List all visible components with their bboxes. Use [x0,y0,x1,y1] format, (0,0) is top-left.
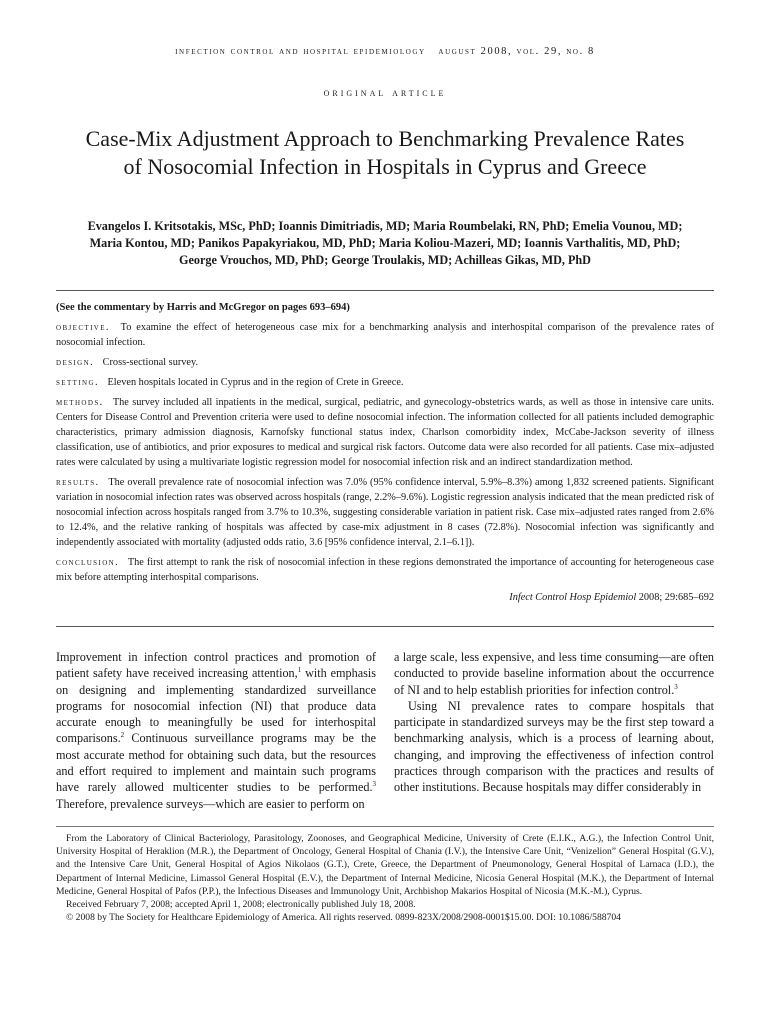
abstract-methods [56,395,714,470]
section-text: The overall prevalence rate of nosocomial infection was 7.0% (95% confidence interval, 5.9%–8.3%) among 1,832 screened patients. Significant variation in nosocomial infection rates was observed across hospitals (range, 2.2%–9.6%). Logistic regression analysis indicated that the mean predicted risk of nosocomial infection across hospitals ranged from 3.7% to 10.3%, suggesting considerable variation in patient risk. Case mix–adjusted rates ranged from 2.6% to 12.4%, and the relative ranking of hospitals was affected by case-mix adjustment in 8 cases (72.8%). Nosocomial infection was significantly and independently associated with mortality (adjusted odds ratio, 3.6 [95% confidence interval, 2.1–6.1]). [56,477,714,548]
reference-mark: 3 [372,780,376,789]
text-run: Improvement in infection control practices and promotion of patient safety have received increasing attention, [56,650,376,681]
divider [56,290,714,291]
section-label: results. [56,477,100,488]
text-run: with emphasis on designing and implementing standardized surveillance programs for nosocomial infection (NI) that produce data accurate enough to meaningfully be used for interhospital comparisons. [56,666,376,746]
citation-volume: 2008; 29:685–692 [636,592,714,603]
running-head [56,46,714,57]
section-text: The survey included all inpatients in the medical, surgical, pediatric, and gynecology-obstetrics wards, as well as those in intensive care units. Centers for Disease Control and Prevention criteria were used to define nosocomial infection. The information collected for all patients included demographic characteristics, primary admission diagnosis, Karnofsky functional status index, Charlson comorbidity index, McCabe-Jackson severity of illness classification, use of antibiotics, and prior exposures to medical and surgical risk factors. Outcome data were also recorded for all patients. Case mix–adjusted rates were calculated by using a multivariate logistic regression model for nosocomial infection risk and an indirect standardization method. [56,397,714,468]
issue-info: august 2008, vol. 29, no. 8 [438,46,595,57]
abstract-results [56,475,714,550]
commentary-note: (See the commentary by Harris and McGregor on pages 693–694) [56,302,350,313]
article-type: original article [323,87,447,99]
author-line: Evangelos I. Kritsotakis, MSc, PhD; Ioannis Dimitriadis, MD; Maria Roumbelaki, RN, PhD; Emelia Vounou, MD; [87,219,683,233]
section-text: Eleven hospitals located in Cyprus and in the region of Crete in Greece. [107,377,404,388]
text-run: a large scale, less expensive, and less time consuming—are often conducted to provide baseline information about the occurrence of NI and to help establish priorities for infection control. [394,650,714,697]
body-text [56,649,714,812]
section-label: objective. [56,322,110,333]
section-text: Cross-sectional survey. [102,357,199,368]
journal-name: infection control and hospital epidemiology [175,46,426,57]
text-run: Therefore, prevalence surveys—which are easier to perform on [56,796,365,811]
footnotes [56,832,714,924]
citation [56,590,714,605]
reference-mark: 2 [120,731,125,740]
title-line-2: of Nosocomial Infection in Hospitals in Cyprus and Greece [123,154,647,179]
section-label: methods. [56,397,104,408]
abstract-conclusion [56,555,714,585]
reference-mark: 3 [674,682,678,691]
section-text: The first attempt to rank the risk of nosocomial infection in these regions demonstrated the importance of accounting for heterogeneous case mix before attempting interhospital comparisons. [56,557,714,583]
left-column [56,649,376,812]
section-text: To examine the effect of heterogeneous case mix for a benchmarking analysis and interhospital comparison of the prevalence rates of nosocomial infection. [56,322,714,348]
section-label: setting. [56,377,99,388]
received-dates: Received February 7, 2008; accepted April 1, 2008; electronically published July 18, 2008. [66,899,416,911]
paragraph: Using NI prevalence rates to compare hospitals that participate in standardized surveys may be the first step toward a benchmarking analysis, which is a process of learning about, changing, and improving the effectiveness of infection control practices through comparison with the practices and results of other institutions. Because hospitals may differ considerably in [394,698,714,795]
text-run: Continuous surveillance programs may be the most accurate method for obtaining such data, but the resources and effort required to implement and maintain such programs have rarely allowed multicenter studies to be performed. [56,731,376,795]
section-label: design. [56,357,95,368]
footnote-divider [56,826,714,827]
abstract-objective [56,320,714,350]
right-column [394,649,714,812]
paragraph [56,649,376,812]
copyright: © 2008 by The Society for Healthcare Epidemiology of America. All rights reserved. 0899-823X/2008/2908-0001$15.00. DOI: 10.1086/588704 [66,912,621,924]
divider [56,626,714,627]
author-line: Maria Kontou, MD; Panikos Papakyriakou, MD, PhD; Maria Koliou-Mazeri, MD; Ioannis Varthalitis, MD, PhD; [89,236,681,250]
affiliations: From the Laboratory of Clinical Bacteriology, Parasitology, Zoonoses, and Geographical Medicine, University of Crete (E.I.K., A.G.), the Infection Control Unit, University Hospital of Heraklion (M.R.), the Department of Oncology, General Hospital of Chania (I.V.), the Intensive Care Unit, “Venizelion” General Hospital (G.V.), and the Intensive Care Unit, General Hospital of Agios Nikolaos (G.T.), Crete, Greece, the Department of Pneumonology, General Hospital of Larnaca (I.D.), the Department of Internal Medicine, Limassol General Hospital (E.V.), the Department of Internal Medicine, Nicosia General Hospital (M.K.), the Department of Internal Medicine, General Hospital of Pafos (P.P.), the Infectious Diseases and Immunology Unit, Archbishop Makarios Hospital of Nicosia (M.K.-M.), Cyprus. [56,833,714,897]
title-line-1: Case-Mix Adjustment Approach to Benchmarking Prevalence Rates [85,126,685,151]
abstract-setting [56,375,714,390]
author-line: George Vrouchos, MD, PhD; George Troulakis, MD; Achilleas Gikas, MD, PhD [179,253,591,267]
paragraph [394,649,714,698]
abstract-design [56,355,714,370]
article-title [56,125,714,181]
citation-journal: Infect Control Hosp Epidemiol [509,592,637,603]
reference-mark: 1 [297,666,302,675]
section-label: conclusion. [56,557,120,568]
author-list [56,218,714,269]
abstract [56,300,714,605]
